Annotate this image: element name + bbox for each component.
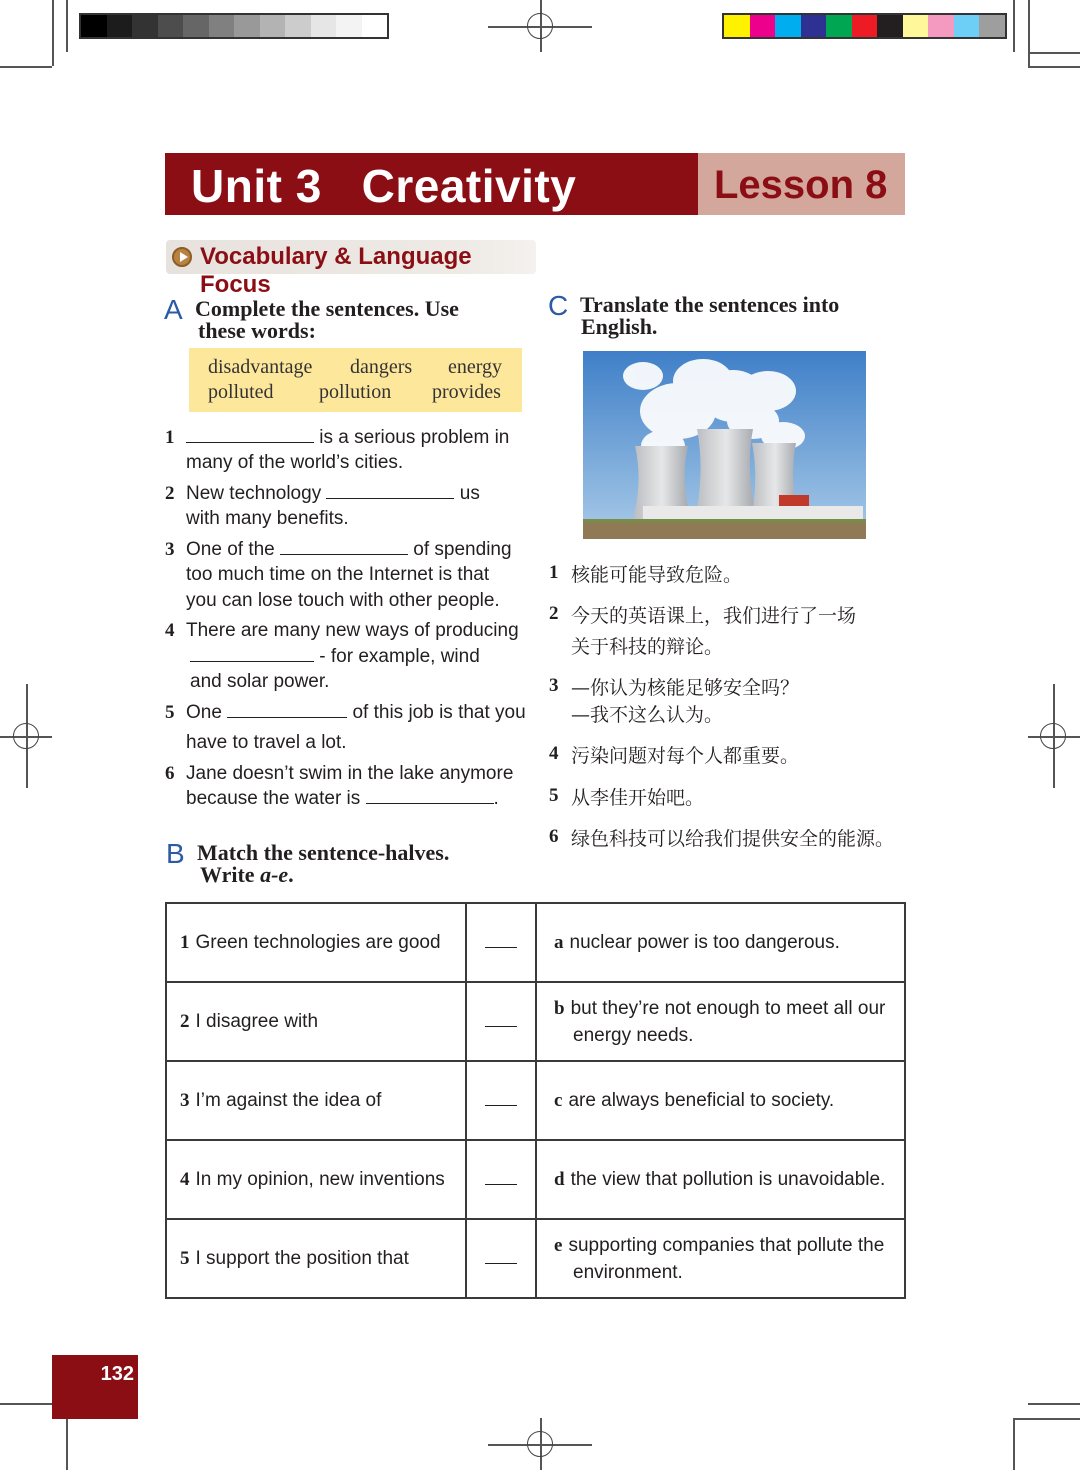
word-item: provides [432,381,501,403]
color-swatch [903,15,929,37]
sentence-end: d the view that pollution is unavoidable. [536,1140,905,1219]
play-icon [172,247,192,267]
color-swatch [81,15,107,37]
answer-blank[interactable] [190,646,314,662]
answer-cell[interactable] [466,1140,536,1219]
sentence-start: 3 I’m against the idea of [166,1061,466,1140]
section-a-letter: A [164,294,183,325]
sentence-start: 2 I disagree with [166,982,466,1061]
sentence-start: 1 Green technologies are good [166,903,466,982]
word-item: dangers [350,356,413,378]
color-swatch [877,15,903,37]
table-row [166,1140,905,1219]
section-heading-text: Vocabulary & Language Focus [200,243,472,298]
table-row [166,1219,905,1298]
answer-blank[interactable] [485,947,517,948]
color-swatch [928,15,954,37]
color-swatch [801,15,827,37]
unit-banner [165,153,905,215]
sentence-end: b but they’re not enough to meet all our energy needs. [536,982,905,1061]
answer-blank[interactable] [485,1105,517,1106]
color-swatch [107,15,133,37]
unit-title: Unit 3 Creativity [191,160,577,212]
sentence-end: a nuclear power is too dangerous. [536,903,905,982]
section-b-title: Match the sentence-halves. Write a-e. [197,840,450,887]
answer-blank[interactable] [485,1263,517,1264]
color-swatch [336,15,362,37]
answer-blank[interactable] [485,1026,517,1027]
word-item: pollution [319,381,392,403]
color-swatch [362,15,388,37]
answer-blank[interactable] [227,702,347,718]
color-swatch [979,15,1005,37]
answer-cell[interactable] [466,982,536,1061]
cmyk-color-bar [722,13,1007,39]
word-item: disadvantage [208,356,313,378]
color-swatch [158,15,184,37]
table-row [166,982,905,1061]
color-swatch [750,15,776,37]
color-swatch [311,15,337,37]
color-swatch [234,15,260,37]
color-swatch [132,15,158,37]
word-box [189,348,522,412]
answer-blank[interactable] [186,427,314,443]
color-swatch [826,15,852,37]
answer-cell[interactable] [466,903,536,982]
color-swatch [954,15,980,37]
word-item: polluted [208,381,274,403]
match-table [165,902,906,1299]
color-swatch [209,15,235,37]
word-item: energy [448,356,503,378]
grayscale-color-bar [79,13,389,39]
section-c-letter: C [548,290,569,321]
nuclear-plant-photo [583,351,866,539]
color-swatch [260,15,286,37]
section-c-title: Translate the sentences into English. [580,292,840,339]
color-swatch [285,15,311,37]
color-swatch [852,15,878,37]
section-a-title: Complete the sentences. Use these words: [195,296,459,343]
color-swatch [183,15,209,37]
sentence-end: c are always beneficial to society. [536,1061,905,1140]
table-row [166,903,905,982]
color-swatch [775,15,801,37]
lesson-title-block [698,153,905,215]
answer-blank[interactable] [485,1184,517,1185]
answer-cell[interactable] [466,1061,536,1140]
sentence-end: e supporting companies that pollute the environment. [536,1219,905,1298]
answer-cell[interactable] [466,1219,536,1298]
answer-blank[interactable] [280,539,408,555]
color-swatch [724,15,750,37]
sentence-start: 5 I support the position that [166,1219,466,1298]
unit-title-block [165,153,698,215]
section-b-letter: B [166,838,185,869]
page-number-box [52,1355,138,1419]
answer-blank[interactable] [326,483,454,499]
page-number: 132 [100,1363,134,1385]
lesson-title: Lesson 8 [714,163,888,207]
answer-blank[interactable] [366,788,494,804]
table-row [166,1061,905,1140]
section-heading [166,240,536,298]
sentence-start: 4 In my opinion, new inventions [166,1140,466,1219]
